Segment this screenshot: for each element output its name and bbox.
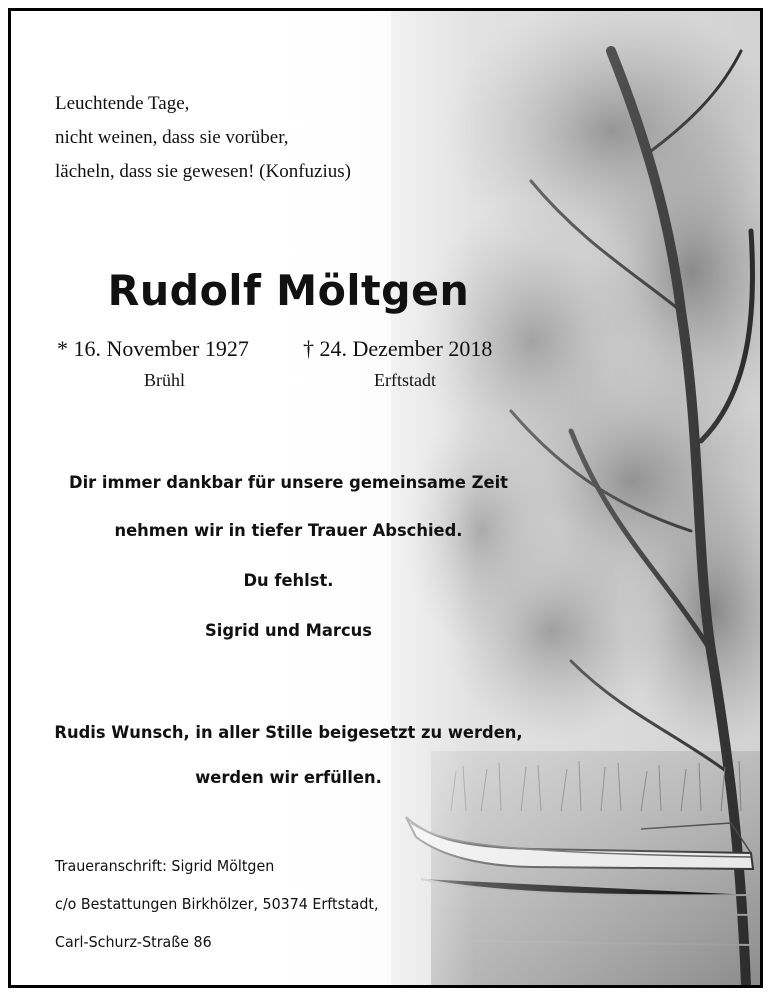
death-date: † 24. Dezember 2018: [303, 336, 493, 361]
quote: [55, 87, 351, 189]
message-line: nehmen wir in tiefer Trauer Abschied.: [114, 521, 463, 541]
message-line: Dir immer dankbar für unsere gemeinsame Zeit: [69, 473, 508, 493]
death-place: Erftstadt: [374, 370, 436, 390]
birth-date: * 16. November 1927: [57, 336, 249, 361]
birth-place: Brühl: [144, 370, 186, 390]
message-line: werden wir erfüllen.: [195, 768, 382, 788]
quote-line: nicht weinen, dass sie vorüber,: [55, 127, 289, 148]
address-line: Traueranschrift: Sigrid Möltgen: [55, 857, 275, 875]
quote-line: lächeln, dass sie gewesen! (Konfuzius): [55, 161, 351, 182]
address-line: c/o Bestattungen Birkhölzer, 50374 Erftstadt,: [55, 895, 379, 913]
signers: Sigrid und Marcus: [205, 621, 372, 641]
message-line: Du fehlst.: [243, 571, 334, 591]
address-line: Carl-Schurz-Straße 86: [55, 933, 212, 951]
life-dates: [11, 336, 760, 396]
deceased-name: Rudolf Möltgen: [107, 266, 470, 315]
quote-line: Leuchtende Tage,: [55, 93, 190, 114]
message-line: Rudis Wunsch, in aller Stille beigesetzt zu werden,: [54, 723, 523, 743]
mourning-address: [55, 847, 378, 961]
obituary-notice: [8, 8, 763, 988]
